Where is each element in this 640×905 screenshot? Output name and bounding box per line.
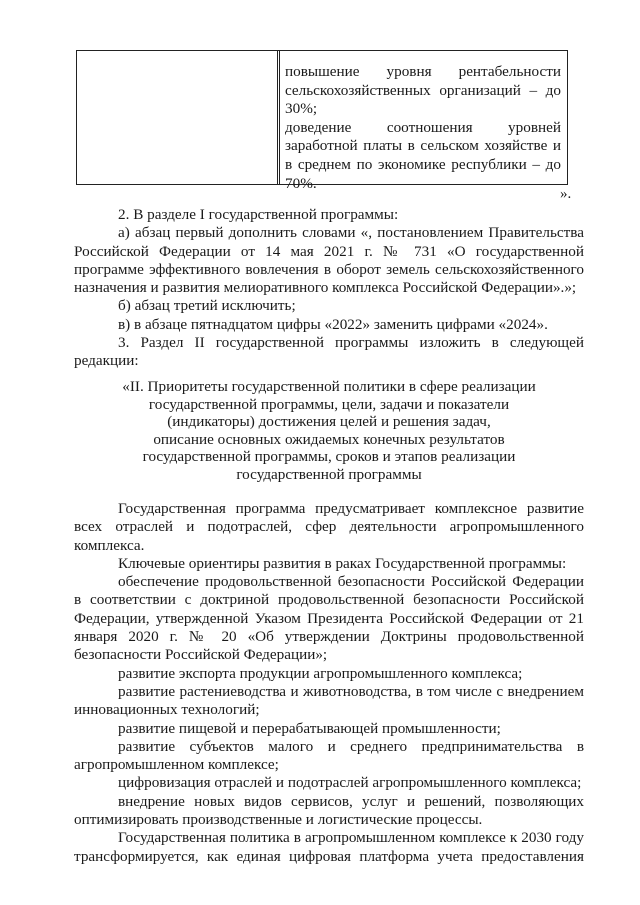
paragraph: Государственная программа предусматривает комплексное развитие всех отраслей и подотраслей, сфер деятельности агропромышленного комплекса. <box>74 500 584 554</box>
table-line: 30%; <box>285 100 318 118</box>
heading-line: «II. Приоритеты государственной политики в сфере реализации <box>122 378 536 395</box>
paragraph: 3. Раздел II государственной программы изложить в следующей редакции: <box>74 334 584 370</box>
table-line: заработной платы в сельском хозяйстве и <box>285 137 561 155</box>
paragraph: развитие растениеводства и животноводства, в том числе с внедрением инновационных технологий; <box>74 682 584 719</box>
heading-line: государственной программы, цели, задачи и показатели <box>148 395 510 413</box>
table-column-divider <box>277 51 280 184</box>
section-amendments <box>74 206 584 371</box>
heading-line: государственной программы <box>236 465 422 483</box>
table-line: в среднем по экономике республики – до <box>285 155 561 173</box>
heading-line: государственной программы, сроков и этапов реализации <box>142 448 516 466</box>
paragraph: развитие субъектов малого и среднего предпринимательства в агропромышленном комплексе; <box>74 737 584 774</box>
table-line: сельскохозяйственных организаций – до <box>285 81 561 99</box>
table-line: 70%. <box>285 174 317 192</box>
table-right-cell <box>285 63 561 193</box>
section-priorities <box>74 500 584 866</box>
paragraph: цифровизация отраслей и подотраслей агропромышленного комплекса; <box>118 774 582 792</box>
section-heading <box>74 378 584 484</box>
paragraph: в) в абзаце пятнадцатом цифры «2022» заменить цифрами «2024». <box>118 315 548 333</box>
paragraph: 2. В разделе I государственной программы: <box>118 206 399 223</box>
paragraph: Государственная политика в агропромышленном комплексе к 2030 году трансформируется, как единая цифровая платформа учета предоставления <box>74 829 584 865</box>
paragraph: развитие пищевой и перерабатывающей промышленности; <box>118 719 501 737</box>
paragraph: развитие экспорта продукции агропромышленного комплекса; <box>118 664 523 682</box>
table-line: доведение соотношения уровней <box>285 118 561 136</box>
paragraph: внедрение новых видов сервисов, услуг и решений, позволяющих оптимизировать производственные и логистические процессы. <box>74 792 584 829</box>
heading-line: описание основных ожидаемых конечных результатов <box>153 430 505 448</box>
table-fragment <box>76 50 568 192</box>
paragraph: обеспечение продовольственной безопасности Российской Федерации в соответствии с доктриной продовольственной безопасности Российской Федерации, утвержденной Указом Президента Российской Федерации от 21 января 2020 г. № 20 «Об утверждении Доктрины продовольственной безопасности Российской Федерации»; <box>74 573 584 664</box>
closing-quote: ». <box>560 186 572 202</box>
table-line: повышение уровня рентабельности <box>285 63 561 80</box>
paragraph: Ключевые ориентиры развития в раках Государственной программы: <box>118 554 567 572</box>
heading-line: (индикаторы) достижения целей и решения задач, <box>167 413 491 431</box>
paragraph: а) абзац первый дополнить словами «, постановлением Правительства Российской Федерации от 14 мая 2021 г. № 731 «О государственной программе эффективного вовлечения в оборот земель сельскохозяйственного назначения и развития мелиоративного комплекса Российской Федерации».»; <box>74 224 584 297</box>
paragraph: б) абзац третий исключить; <box>118 297 296 315</box>
